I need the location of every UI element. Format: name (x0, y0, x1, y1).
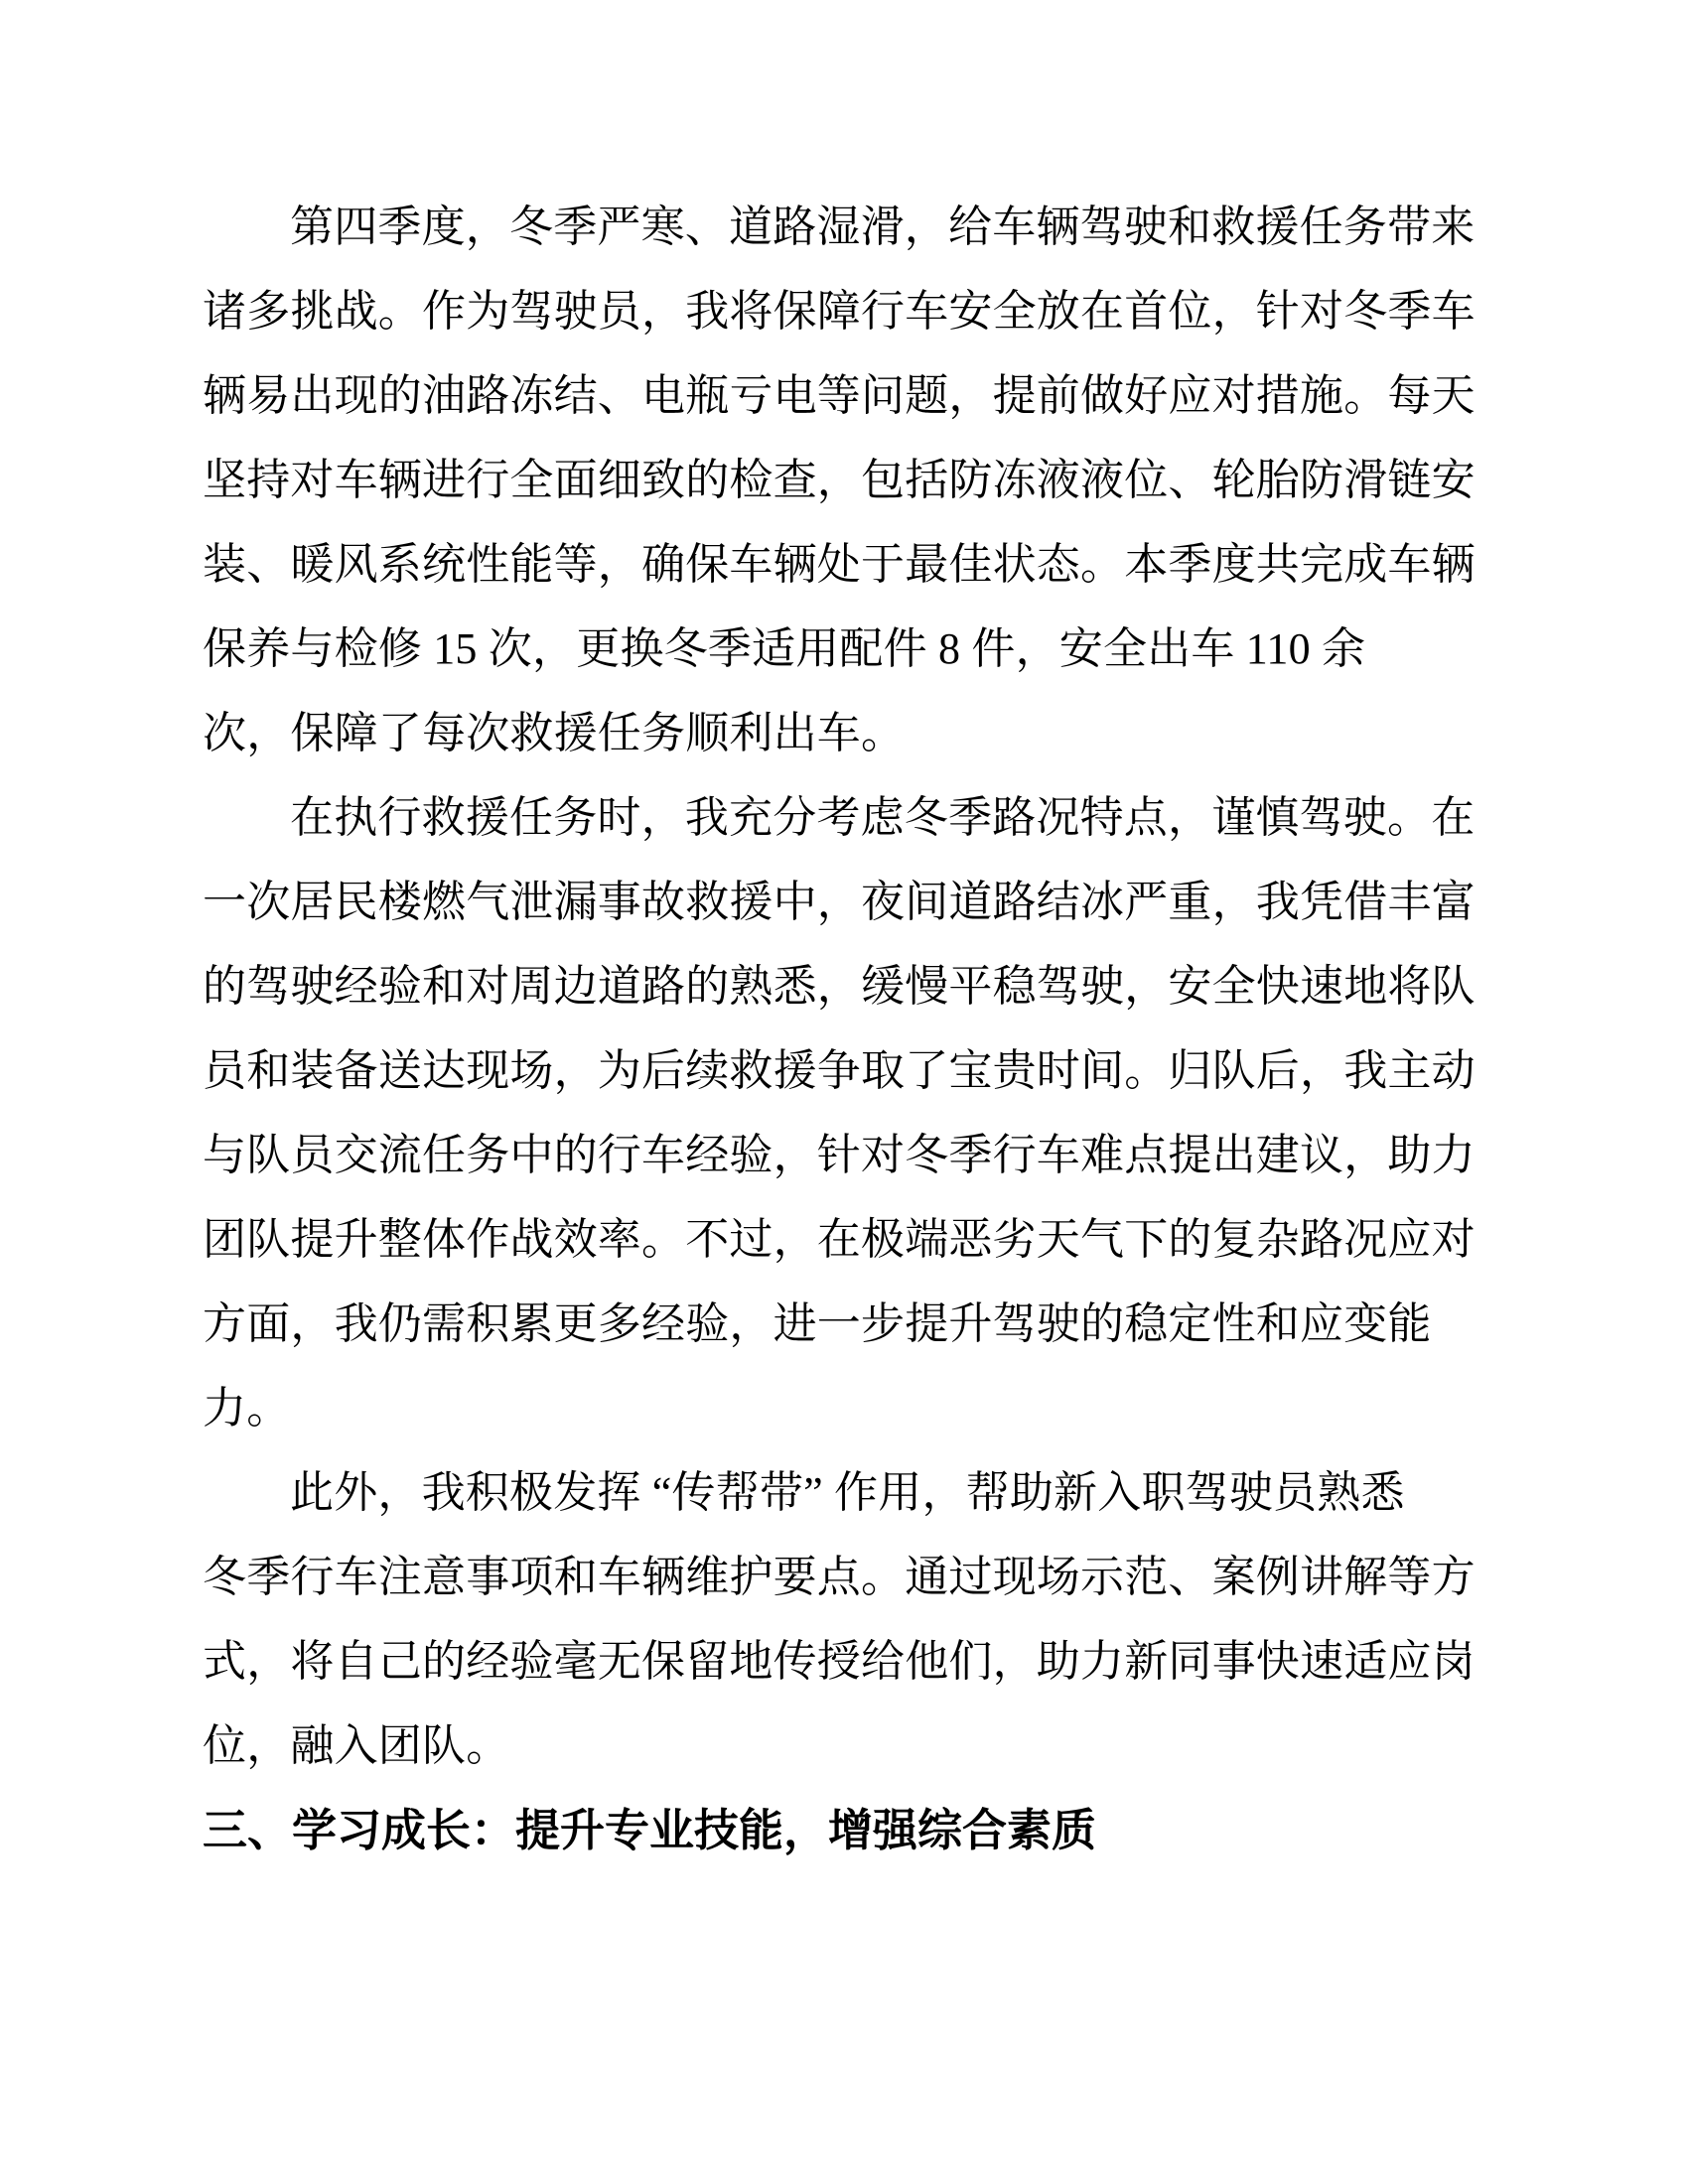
section-heading: 三、学习成长：提升专业技能，增强综合素质 (203, 1805, 1097, 1855)
text-line: 位，融入团队。 (203, 1721, 510, 1770)
text-line: 此外，我积极发挥 “传帮带” 作用，帮助新入职驾驶员熟悉 (290, 1468, 1405, 1517)
text-line: 次，保障了每次救援任务顺利出车。 (203, 709, 906, 757)
text-line: 辆易出现的油路冻结、电瓶亏电等问题，提前做好应对措施。每天 (203, 371, 1476, 420)
text-line: 力。 (203, 1384, 291, 1433)
paragraph (203, 185, 1477, 775)
text-line: 冬季行车注意事项和车辆维护要点。通过现场示范、案例讲解等方 (203, 1553, 1476, 1601)
text-line: 的驾驶经验和对周边道路的熟悉，缓慢平稳驾驶，安全快速地将队 (203, 962, 1476, 1011)
text-line: 与队员交流任务中的行车经验，针对冬季行车难点提出建议，助力 (203, 1131, 1476, 1179)
text-line: 一次居民楼燃气泄漏事故救援中，夜间道路结冰严重，我凭借丰富 (203, 878, 1476, 926)
text-line: 团队提升整体作战效率。不过，在极端恶劣天气下的复杂路况应对 (203, 1215, 1476, 1264)
text-line: 坚持对车辆进行全面细致的检查，包括防冻液液位、轮胎防滑链安 (203, 456, 1476, 504)
text-line: 在执行救援任务时，我充分考虑冬季路况特点，谨慎驾驶。在 (290, 793, 1476, 842)
text-line: 第四季度，冬季严寒、道路湿滑，给车辆驾驶和救援任务带来 (290, 203, 1476, 251)
document-text-block (203, 185, 1477, 1872)
text-line: 方面，我仍需积累更多经验，进一步提升驾驶的稳定性和应变能 (203, 1299, 1432, 1348)
text-line: 式，将自己的经验毫无保留地传授给他们，助力新同事快速适应岗 (203, 1637, 1476, 1686)
text-line: 装、暖风系统性能等，确保车辆处于最佳状态。本季度共完成车辆 (203, 540, 1476, 589)
text-line: 员和装备送达现场，为后续救援争取了宝贵时间。归队后，我主动 (203, 1046, 1476, 1095)
paragraph (203, 775, 1477, 1450)
paragraph (203, 1450, 1477, 1788)
text-line: 保养与检修 15 次，更换冬季适用配件 8 件，安全出车 110 余 (203, 624, 1366, 673)
text-line: 诸多挑战。作为驾驶员，我将保障行车安全放在首位，针对冬季车 (203, 287, 1476, 336)
